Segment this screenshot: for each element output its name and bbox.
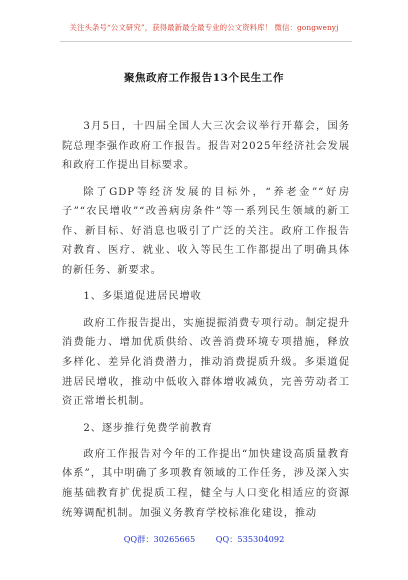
document-body — [62, 117, 350, 523]
paragraph-education: 政府工作报告对今年的工作提出“加快建设高质量教育体系”，其中明确了多项教育领域的工作任务，涉及深入实施基础教育扩优提质工程，健全与人口变化相适应的资源统筹调配机制。加强义务教育学校标准化建设，推动 — [62, 448, 350, 519]
section-heading-preschool: 2、逐步推行免费学前教育 — [83, 422, 213, 434]
header-banner: 关注头条号“公文研究”，获得最新最全最专业的公文资料库！ 微信：gongwenyj — [69, 23, 339, 32]
paragraph-income: 政府工作报告提出，实施提振消费专项行动。制定提升消费能力、增加优质供给、改善消费环境专项措施，释放多样化、差异化消费潜力，推动消费提质升级。多渠道促进居民增收，推动中低收入群体增收减负，完善劳动者工资正常增长机制。 — [62, 317, 350, 408]
paragraph-intro: 3月5日，十四届全国人大三次会议举行开幕会，国务院总理李强作政府工作报告。报告对2025年经济社会发展和政府工作提出目标要求。 — [62, 121, 350, 172]
footer-qq-number: QQ：535304092 — [215, 534, 285, 544]
document-title: 聚焦政府工作报告13个民生工作 — [123, 72, 285, 84]
section-heading-income: 1、多渠道促进居民增收 — [83, 291, 202, 303]
footer-contact — [0, 534, 408, 545]
header-divider — [60, 41, 352, 42]
footer-qq-group: QQ群：30265665 — [123, 534, 196, 544]
paragraph-overview: 除了GDP等经济发展的目标外，“养老金”“好房子”“农民增收”“改善病房条件”等一系列民生领域的新工作、新目标、好消息也吸引了广泛的关注。政府工作报告对教育、医疗、就业、收入等民生工作都提出了明确具体的新任务、新要求。 — [62, 186, 350, 276]
